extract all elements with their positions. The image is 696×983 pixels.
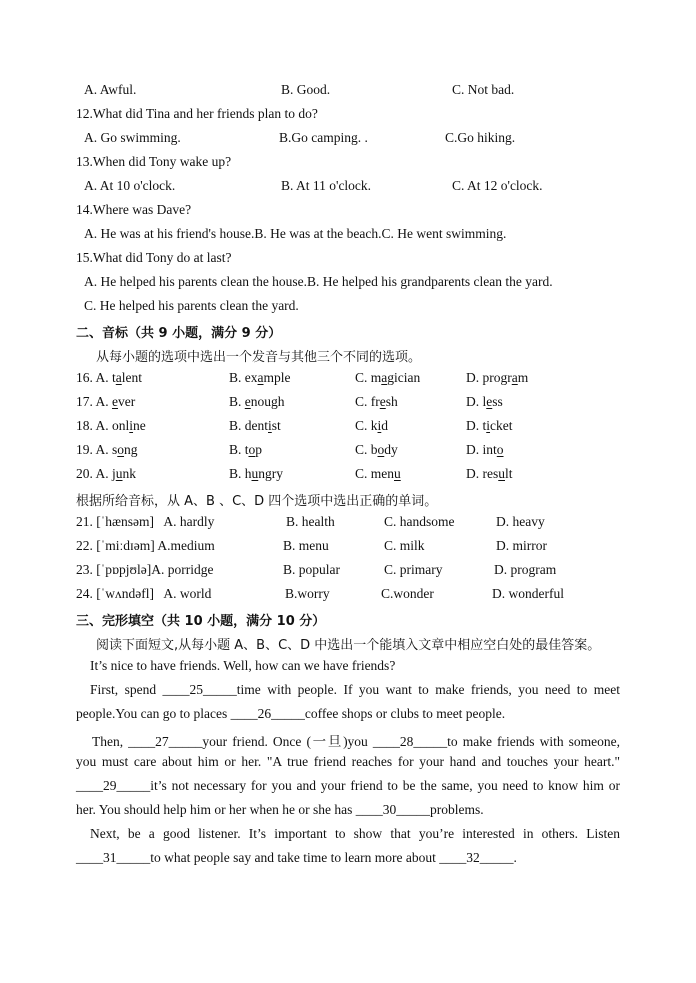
word-prefix: B. h — [229, 466, 252, 481]
underlined-letter: a — [257, 370, 264, 385]
phonetic-option-b: B.worry — [285, 586, 330, 601]
q15-options-line1: A. He helped his parents clean the house.B. He helped his grandparents clean the yard. — [84, 274, 553, 289]
q18-option-d — [466, 418, 513, 434]
section-2-instruction: 从每小题的选项中选出一个发音与其他三个不同的选项。 — [96, 350, 422, 365]
underlined-letter: i — [486, 418, 491, 433]
word-prefix: B. — [229, 394, 245, 409]
underlined-letter: e — [244, 394, 251, 409]
underlined-letter: i — [377, 418, 382, 433]
word-suffix: nough — [250, 394, 285, 409]
word-prefix: D. res — [466, 466, 499, 481]
q16-option-d — [466, 370, 528, 386]
q13-stem: 13.When did Tony wake up? — [76, 154, 232, 169]
q11-option-c: C. Not bad. — [452, 82, 515, 97]
section-3-instruction: 阅读下面短文,从每小题 A、B、C、D 中选出一个能填入文章中相应空白处的最佳答案。 — [96, 638, 601, 653]
word-suffix: gician — [387, 370, 421, 385]
q11-option-a: A. Awful. — [84, 82, 137, 97]
word-suffix: lent — [121, 370, 143, 385]
word-suffix: ver — [118, 394, 136, 409]
passage-line: Next, be a good listener. It’s important to show that you’re interested in others. Listen — [90, 826, 620, 841]
q18-option-b — [229, 418, 281, 434]
q20-option-a — [76, 466, 136, 482]
question-number: 17. — [76, 394, 96, 409]
q17-option-a — [76, 394, 135, 410]
word-suffix: dy — [384, 442, 398, 457]
word-suffix: mple — [263, 370, 291, 385]
word-prefix: D. t — [466, 418, 487, 433]
underlined-letter: o — [377, 442, 385, 457]
q20-option-b — [229, 466, 283, 482]
phonetic-option-b: B. menu — [283, 538, 329, 553]
question-number: 16. — [76, 370, 96, 385]
passage-line: Then, ____27_____your friend. Once (一旦)you ____28_____to make friends with someone, — [92, 734, 620, 749]
word-suffix: ngry — [258, 466, 284, 481]
passage-line: First, spend ____25_____time with people. If you want to make friends, you need to meet — [90, 682, 620, 697]
underlined-letter: i — [129, 418, 134, 433]
phonetic-option-d: D. heavy — [496, 514, 545, 529]
underlined-letter: u — [394, 466, 401, 481]
word-suffix: ng — [124, 442, 138, 457]
underlined-letter: i — [268, 418, 272, 433]
word-prefix: A. — [95, 394, 113, 409]
q18-option-a — [76, 418, 146, 434]
word-prefix: D. int — [466, 442, 497, 457]
q13-option-b: B. At 11 o'clock. — [281, 178, 372, 193]
word-prefix: A. onl — [95, 418, 130, 433]
passage-line: It’s nice to have friends. Well, how can we have friends? — [90, 658, 396, 673]
phonetic-question-stem: 21. [ˈhænsəm] A. hardly — [76, 514, 215, 529]
q20-option-d — [466, 466, 513, 482]
word-suffix: nk — [122, 466, 137, 481]
word-suffix: m — [517, 370, 529, 385]
q12-option-a: A. Go swimming. — [84, 130, 181, 145]
phonetic-question-stem: 22. [ˈmiːdɪəm] A.medium — [76, 538, 215, 553]
word-prefix: C. m — [355, 370, 382, 385]
question-number: 20. — [76, 466, 96, 481]
phonetic-option-c: C. handsome — [384, 514, 455, 529]
phonetic-option-c: C. milk — [384, 538, 425, 553]
word-prefix: A. j — [95, 466, 116, 481]
word-prefix: C. k — [355, 418, 378, 433]
word-prefix: D. l — [466, 394, 487, 409]
underlined-letter: e — [112, 394, 119, 409]
word-prefix: C. fr — [355, 394, 380, 409]
underlined-letter: e — [486, 394, 493, 409]
q19-option-d — [466, 442, 504, 458]
underlined-letter: a — [381, 370, 388, 385]
q19-option-b — [229, 442, 262, 458]
phonetic-option-d: D. mirror — [496, 538, 547, 553]
word-prefix: B. ex — [229, 370, 258, 385]
phonetic-option-d: D. program — [494, 562, 557, 577]
section-3-title: 三、完形填空（共 10 小题，满分 10 分） — [76, 614, 326, 629]
q16-option-c — [355, 370, 420, 386]
q16-option-b — [229, 370, 291, 386]
question-number: 18. — [76, 418, 96, 433]
phonetic-question-stem: 24. [ˈwʌndəfl] A. world — [76, 586, 212, 601]
passage-line: her. You should help him or her when he or she has ____30_____problems. — [76, 802, 484, 817]
phonetic-option-b: B. health — [286, 514, 335, 529]
passage-line: you must care about him or her. "A true friend reaches for your hand and touches your heart." — [76, 754, 620, 769]
word-prefix: A. t — [95, 370, 116, 385]
passage-line: ____29_____it’s not necessary for you and your friend to be the same, you need to know him or — [76, 778, 620, 793]
word-suffix: d — [381, 418, 389, 433]
word-suffix: ss — [492, 394, 503, 409]
q13-option-c: C. At 12 o'clock. — [452, 178, 543, 193]
word-suffix: st — [271, 418, 281, 433]
q12-stem: 12.What did Tina and her friends plan to do? — [76, 106, 318, 121]
underlined-letter: u — [115, 466, 123, 481]
underlined-letter: o — [496, 442, 504, 457]
section-2-title: 二、音标（共 9 小题，满分 9 分） — [76, 326, 282, 341]
q11-option-b: B. Good. — [281, 82, 331, 97]
word-suffix: lt — [505, 466, 513, 481]
q14-stem: 14.Where was Dave? — [76, 202, 192, 217]
word-prefix: C. b — [355, 442, 378, 457]
q17-option-b — [229, 394, 285, 410]
phonetic-option-c: C. primary — [384, 562, 443, 577]
underlined-letter: u — [498, 466, 505, 481]
q16-option-a — [76, 370, 142, 386]
section-2-instruction-2: 根据所给音标，从 A、B 、C、D 四个选项中选出正确的单词。 — [76, 494, 438, 509]
phonetic-option-c: C.wonder — [381, 586, 434, 601]
q19-option-c — [355, 442, 398, 458]
underlined-letter: e — [379, 394, 386, 409]
word-prefix: A. s — [95, 442, 118, 457]
q14-options: A. He was at his friend's house.B. He was at the beach.C. He went swimming. — [84, 226, 507, 241]
word-prefix: B. t — [229, 442, 249, 457]
q12-option-b: B.Go camping. . — [279, 130, 368, 145]
word-suffix: p — [255, 442, 263, 457]
underlined-letter: a — [115, 370, 122, 385]
phonetic-option-d: D. wonderful — [492, 586, 564, 601]
word-suffix: ne — [133, 418, 146, 433]
word-suffix: cket — [490, 418, 513, 433]
word-prefix: B. dent — [229, 418, 268, 433]
underlined-letter: o — [117, 442, 125, 457]
phonetic-question-stem: 23. [ˈpɒpjʊlə]A. porridge — [76, 562, 214, 577]
q17-option-d — [466, 394, 503, 410]
word-prefix: C. men — [355, 466, 394, 481]
q17-option-c — [355, 394, 398, 410]
word-prefix: D. progr — [466, 370, 512, 385]
phonetic-option-b: B. popular — [283, 562, 340, 577]
passage-line: ____31_____to what people say and take time to learn more about ____32_____. — [76, 850, 517, 865]
underlined-letter: u — [251, 466, 259, 481]
q15-options-line2: C. He helped his parents clean the yard. — [84, 298, 299, 313]
underlined-letter: o — [248, 442, 256, 457]
word-suffix: sh — [385, 394, 398, 409]
q12-option-c: C.Go hiking. — [445, 130, 516, 145]
q15-stem: 15.What did Tony do at last? — [76, 250, 232, 265]
q18-option-c — [355, 418, 388, 434]
q19-option-a — [76, 442, 138, 458]
q20-option-c — [355, 466, 401, 482]
underlined-letter: a — [511, 370, 518, 385]
passage-line: people.You can go to places ____26_____coffee shops or clubs to meet people. — [76, 706, 506, 721]
q13-option-a: A. At 10 o'clock. — [84, 178, 176, 193]
question-number: 19. — [76, 442, 96, 457]
